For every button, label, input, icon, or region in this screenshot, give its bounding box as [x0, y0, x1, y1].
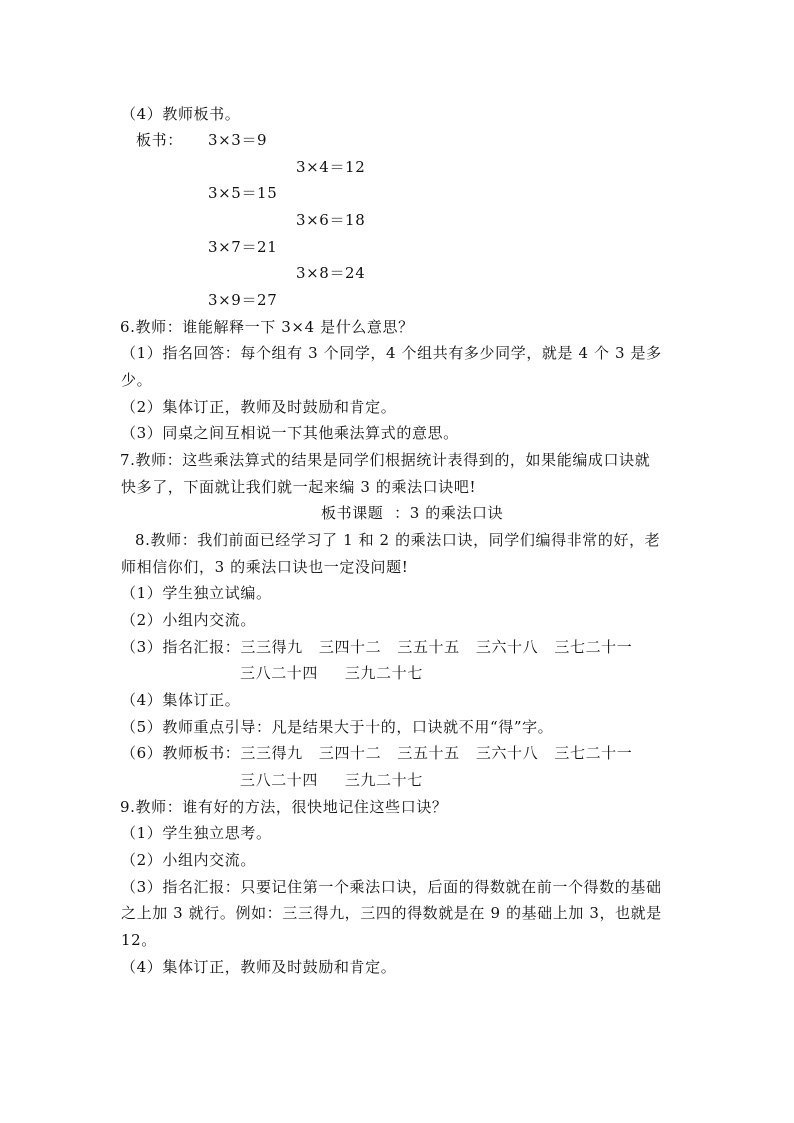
q6-item-1: （1）指名回答：每个组有 3 个同学，4 个组共有多少同学，就是 4 个 3 是多	[121, 344, 662, 362]
q9-item-3-end: 12。	[121, 931, 157, 949]
board-label: 板书：	[136, 131, 183, 149]
q8-item-1: （1）学生独立试编。	[121, 584, 272, 602]
question-8-line-1: 8.教师：我们前面已经学习了 1 和 2 的乘法口诀，同学们编得非常的好，老	[135, 531, 661, 549]
question-6-title: 6.教师：谁能解释一下 3×4 是什么意思？	[120, 318, 414, 336]
q8-item-2: （2）小组内交流。	[121, 611, 256, 629]
q9-item-2: （2）小组内交流。	[121, 851, 256, 869]
board-equation: 3×6＝18	[296, 211, 366, 229]
board-equation: 3×4＝12	[296, 158, 366, 176]
board-equation: 3×3＝9	[208, 131, 268, 149]
question-9-title: 9.教师：谁有好的方法，很快地记住这些口诀？	[120, 798, 448, 816]
q9-item-1: （1）学生独立思考。	[121, 824, 272, 842]
q9-item-3-cont: 之上加 3 就行。例如：三三得九，三四的得数就是在 9 的基础上加 3，也就是	[121, 904, 662, 922]
q6-item-2: （2）集体订正，教师及时鼓励和肯定。	[121, 398, 397, 416]
board-equation: 3×8＝24	[296, 264, 366, 282]
q9-item-4: （4）集体订正，教师及时鼓励和肯定。	[121, 958, 397, 976]
q6-item-3: （3）同桌之间互相说一下其他乘法算式的意思。	[121, 424, 459, 442]
board-topic: 板书课题 ：3 的乘法口诀	[321, 504, 504, 522]
q8-item-6-cont: 三八二十四 三九二十七	[240, 771, 423, 789]
q9-item-3: （3）指名汇报：只要记住第一个乘法口诀，后面的得数就在前一个得数的基础	[121, 878, 662, 896]
q6-item-1-cont: 少。	[121, 371, 153, 389]
q8-item-5: （5）教师重点引导：凡是结果大于十的，口诀就不用“得”字。	[121, 718, 554, 736]
board-equation: 3×7＝21	[208, 238, 278, 256]
q8-item-3-cont: 三八二十四 三九二十七	[240, 664, 423, 682]
question-7-line-1: 7.教师：这些乘法算式的结果是同学们根据统计表得到的，如果能编成口诀就	[120, 451, 651, 469]
board-equation: 3×5＝15	[208, 184, 278, 202]
section-heading: （4）教师板书。	[121, 105, 241, 123]
board-equation: 3×9＝27	[208, 291, 278, 309]
q8-item-4: （4）集体订正。	[121, 691, 241, 709]
q8-item-6: （6）教师板书：三三得九 三四十二 三五十五 三六十八 三七二十一	[121, 744, 633, 762]
question-7-line-2: 快多了，下面就让我们就一起来编 3 的乘法口诀吧!	[121, 478, 477, 496]
q8-item-3: （3）指名汇报：三三得九 三四十二 三五十五 三六十八 三七二十一	[121, 638, 633, 656]
question-8-line-2: 师相信你们，3 的乘法口诀也一定没问题!	[121, 558, 409, 576]
